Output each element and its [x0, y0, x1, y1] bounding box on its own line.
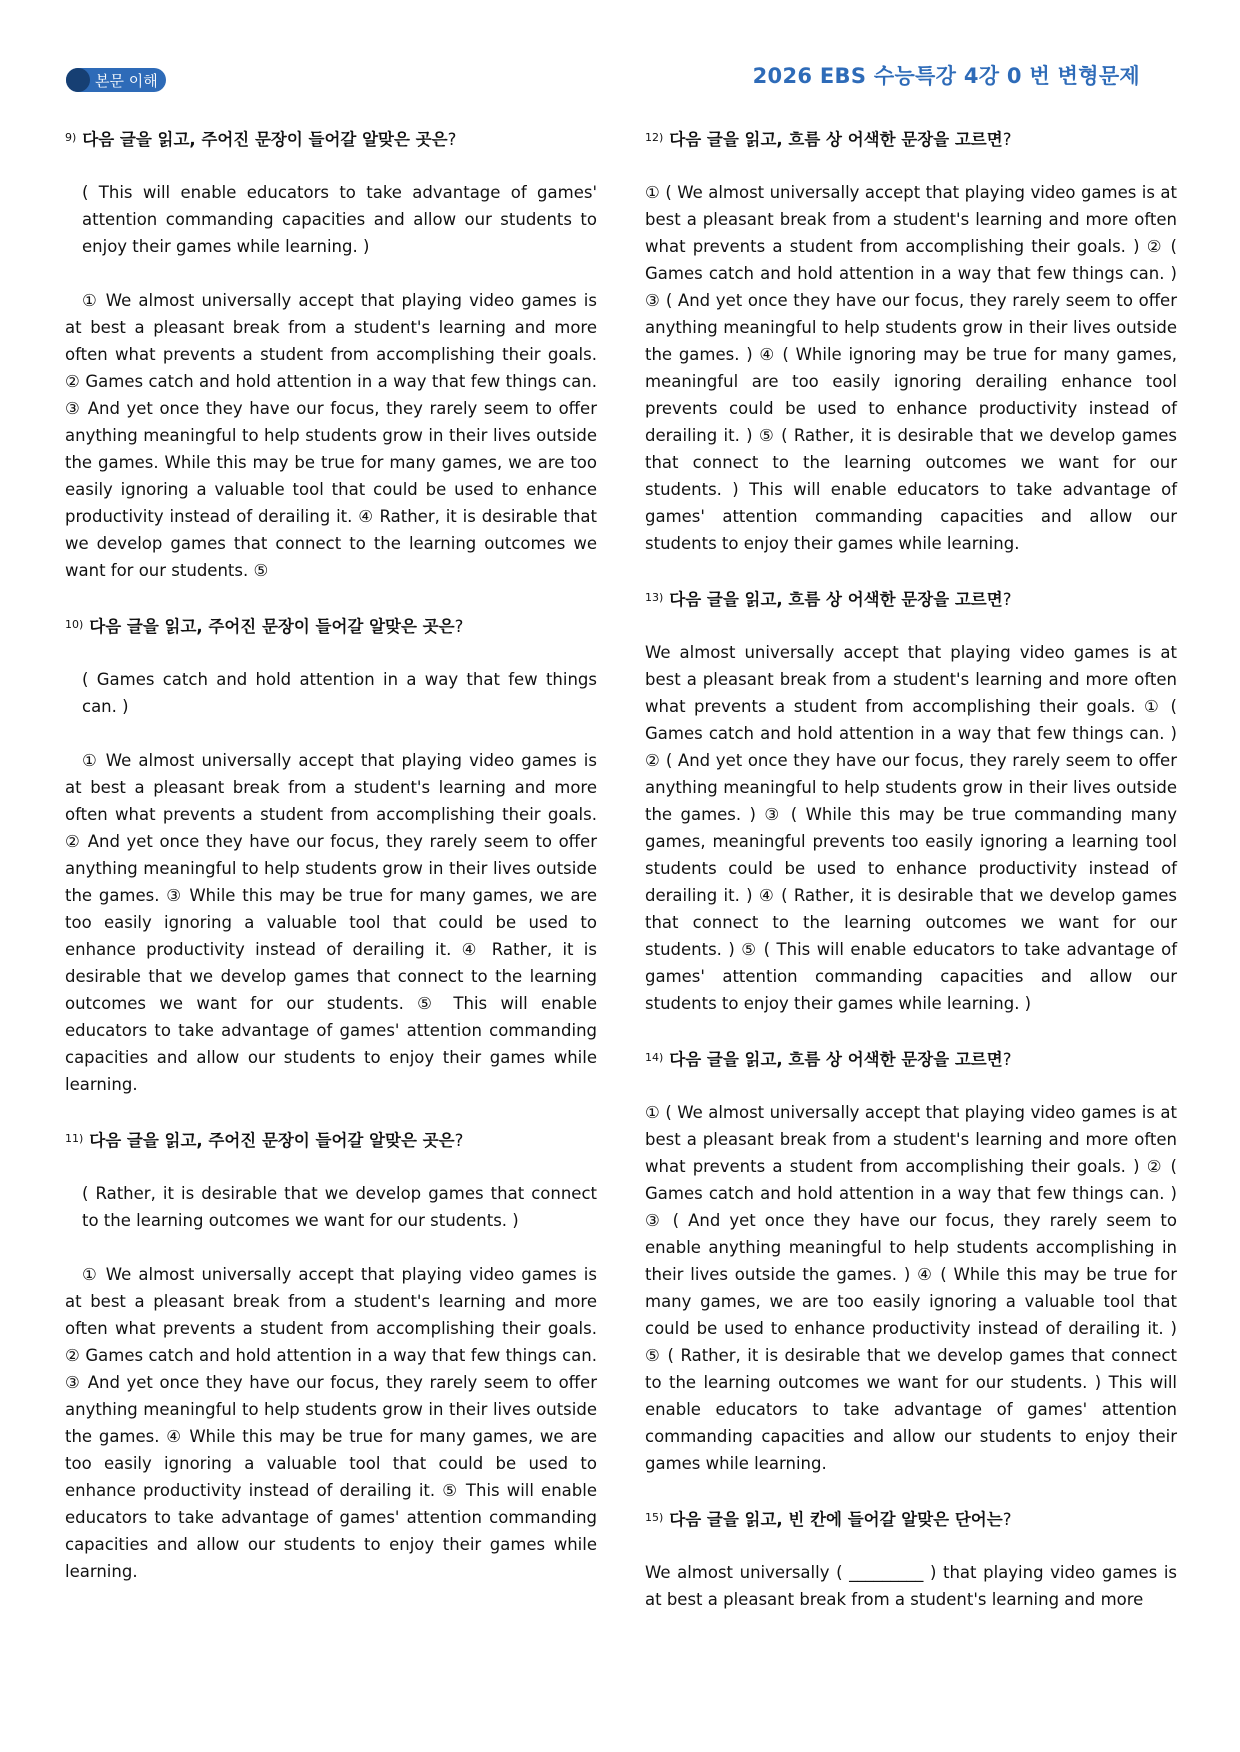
- question-title: [65, 124, 597, 153]
- question-title: [645, 1044, 1177, 1073]
- question-mark: ?: [454, 617, 464, 636]
- passage: ① We almost universally accept that playing video games is at best a pleasant break from a student's learning and more often what prevents a student from accomplishing their goals. ② And yet once they have our focus, they rarely seem to offer anything meaningful to help students grow in their lives outside the games. ③ While this may be true for many games, we are too easily ignoring a valuable tool that could be used to enhance productivity instead of derailing it. ④ Rather, it is desirable that we develop games that connect to the learning outcomes we want for our students. ⑤ This will enable educators to take advantage of games' attention commanding capacities and allow our students to enjoy their games while learning.: [65, 751, 597, 1094]
- question-15: [645, 1504, 1177, 1613]
- passage: We almost universally ( _________ ) that playing video games is at best a pleasant break from a student's learning and more: [645, 1563, 1177, 1609]
- passage: ① We almost universally accept that playing video games is at best a pleasant break from a student's learning and more often what prevents a student from accomplishing their goals. ② Games catch and hold attention in a way that few things can. ③ And yet once they have our focus, they rarely seem to offer anything meaningful to help students grow in their lives outside the games. While this may be true for many games, we are too easily ignoring a valuable tool that could be used to enhance productivity instead of derailing it. ④ Rather, it is desirable that we develop games that connect to the learning outcomes we want for our students. ⑤: [65, 291, 597, 580]
- question-number: 14): [645, 1051, 664, 1064]
- page-title: 2026 EBS 수능특강 4강 0 번 변형문제: [752, 64, 1140, 88]
- right-column: [645, 124, 1177, 1640]
- question-prompt: 다음 글을 읽고, 흐름 상 어색한 문장을 고르면: [669, 1050, 1003, 1069]
- question-title: [65, 1125, 597, 1154]
- question-title: [645, 1504, 1177, 1533]
- question-title: [65, 611, 597, 640]
- given-sentence: ( This will enable educators to take advantage of games' attention commanding capacities and allow our students to enjoy their games while learning. ): [82, 183, 597, 256]
- passage: ① ( We almost universally accept that playing video games is at best a pleasant break from a student's learning and more often what prevents a student from accomplishing their goals. ) ② ( Games catch and hold attention in a way that few things can. ) ③ ( And yet once they have our focus, they rarely seem to offer anything meaningful to help students grow in their lives outside the games. ) ④ ( While ignoring may be true for many games, meaningful are too easily ignoring derailing enhance tool prevents could be used to enhance productivity instead of derailing it. ) ⑤ ( Rather, it is desirable that we develop games that connect to the learning outcomes we want for our students. ) This will enable educators to take advantage of games' attention commanding capacities and allow our students to enjoy their games while learning.: [645, 183, 1177, 553]
- question-number: 15): [645, 1511, 664, 1524]
- given-sentence: ( Rather, it is desirable that we develop games that connect to the learning outcomes we want for our students. ): [82, 1184, 597, 1230]
- badge-circle-icon: [66, 68, 90, 92]
- question-10: [65, 611, 597, 1098]
- question-prompt: 다음 글을 읽고, 주어진 문장이 들어갈 알맞은 곳은: [89, 617, 455, 636]
- question-13: [645, 584, 1177, 1017]
- passage: We almost universally accept that playing video games is at best a pleasant break from a student's learning and more often what prevents a student from accomplishing their goals. ① ( Games catch and hold attention in a way that few things can. ) ② ( And yet once they have our focus, they rarely seem to offer anything meaningful to help students grow in their lives outside the games. ) ③ ( While this may be true commanding many games, meaningful prevents too easily ignoring a learning tool students could be used to enhance productivity instead of derailing it. ) ④ ( Rather, it is desirable that we develop games that connect to the learning outcomes we want for our students. ) ⑤ ( This will enable educators to take advantage of games' attention commanding capacities and allow our students to enjoy their games while learning. ): [645, 643, 1177, 1013]
- question-mark: ?: [447, 130, 457, 149]
- question-9: [65, 124, 597, 584]
- passage: ① We almost universally accept that playing video games is at best a pleasant break from a student's learning and more often what prevents a student from accomplishing their goals. ② Games catch and hold attention in a way that few things can. ③ And yet once they have our focus, they rarely seem to offer anything meaningful to help students grow in their lives outside the games. ④ While this may be true for many games, we are too easily ignoring a valuable tool that could be used to enhance productivity instead of derailing it. ⑤ This will enable educators to take advantage of games' attention commanding capacities and allow our students to enjoy their games while learning.: [65, 1265, 597, 1581]
- passage: ① ( We almost universally accept that playing video games is at best a pleasant break from a student's learning and more often what prevents a student from accomplishing their goals. ) ② ( Games catch and hold attention in a way that few things can. ) ③ ( And yet once they have our focus, they rarely seem to enable anything meaningful to help students accomplishing in their lives outside the games. ) ④ ( While this may be true for many games, we are too easily ignoring a valuable tool that could be used to enhance productivity instead of derailing it. ) ⑤ ( Rather, it is desirable that we develop games that connect to the learning outcomes we want for our students. ) This will enable educators to take advantage of games' attention commanding capacities and allow our students to enjoy their games while learning.: [645, 1103, 1177, 1473]
- given-sentence: ( Games catch and hold attention in a way that few things can. ): [82, 670, 597, 716]
- question-prompt: 다음 글을 읽고, 흐름 상 어색한 문장을 고르면: [669, 590, 1003, 609]
- question-12: [645, 124, 1177, 557]
- question-number: 11): [65, 1132, 84, 1145]
- question-mark: ?: [1002, 590, 1012, 609]
- section-badge: [66, 68, 166, 92]
- question-title: [645, 584, 1177, 613]
- question-mark: ?: [1002, 1050, 1012, 1069]
- badge-label: 본문 이해: [95, 71, 158, 90]
- left-column: [65, 124, 597, 1612]
- question-mark: ?: [454, 1131, 464, 1150]
- question-number: 10): [65, 618, 84, 631]
- question-number: 9): [65, 131, 77, 144]
- question-14: [645, 1044, 1177, 1477]
- question-prompt: 다음 글을 읽고, 주어진 문장이 들어갈 알맞은 곳은: [82, 130, 448, 149]
- question-11: [65, 1125, 597, 1585]
- question-prompt: 다음 글을 읽고, 흐름 상 어색한 문장을 고르면: [669, 130, 1003, 149]
- question-number: 12): [645, 131, 664, 144]
- question-prompt: 다음 글을 읽고, 빈 칸에 들어갈 알맞은 단어는: [669, 1510, 1003, 1529]
- question-mark: ?: [1002, 1510, 1012, 1529]
- question-number: 13): [645, 591, 664, 604]
- question-title: [645, 124, 1177, 153]
- question-mark: ?: [1002, 130, 1012, 149]
- question-prompt: 다음 글을 읽고, 주어진 문장이 들어갈 알맞은 곳은: [89, 1131, 455, 1150]
